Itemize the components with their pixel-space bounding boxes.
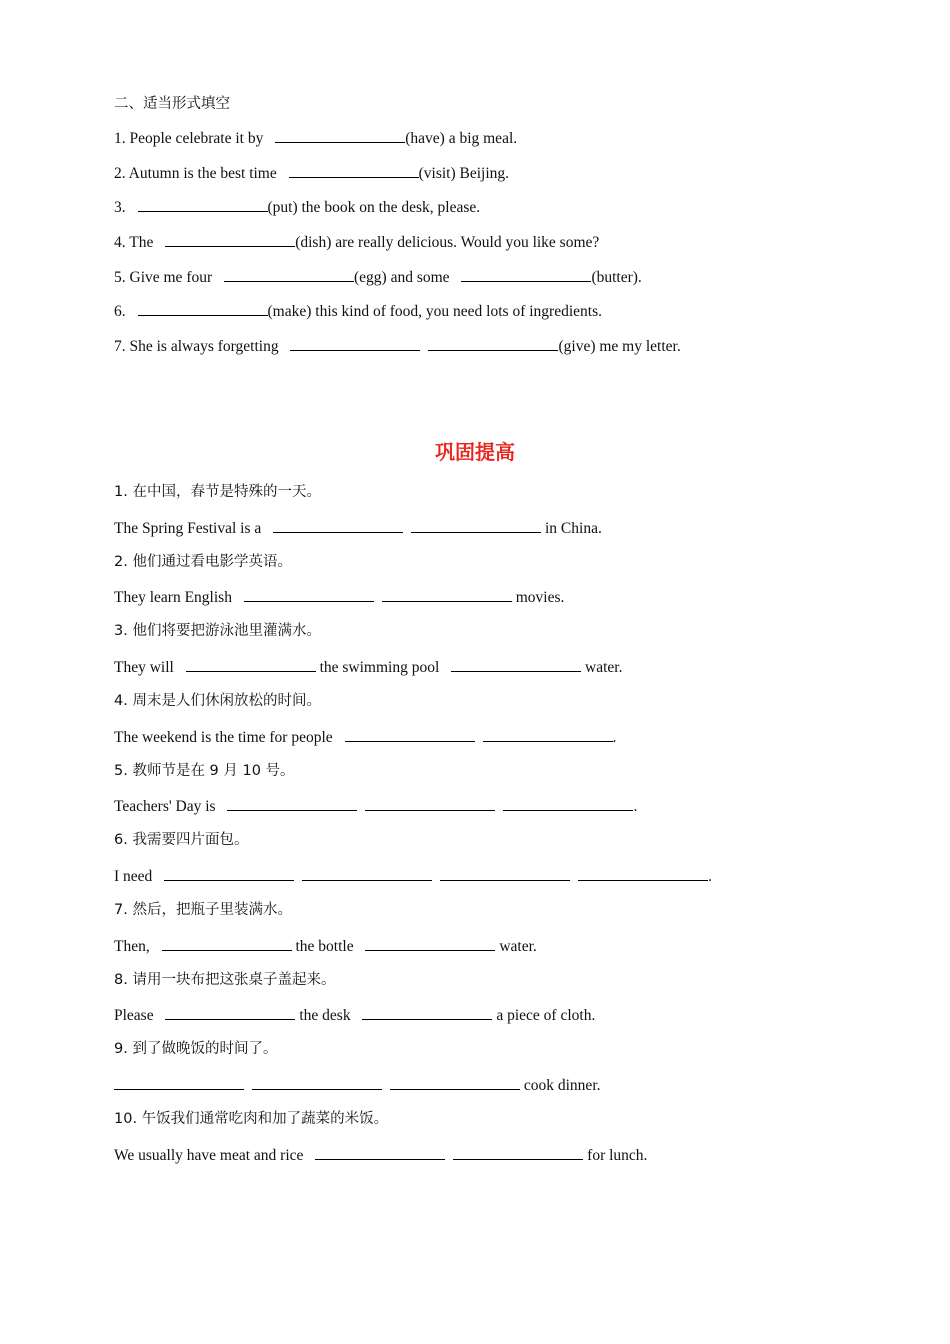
answer-blank[interactable] bbox=[252, 1075, 382, 1090]
answer-blank[interactable] bbox=[578, 866, 708, 881]
exercise-text: water. bbox=[495, 938, 537, 955]
exercise-text: They learn English bbox=[114, 589, 236, 606]
exercise-text: 4. The bbox=[114, 234, 158, 251]
exercise-text: . bbox=[708, 868, 713, 885]
chinese-prompt: 1. 在中国，春节是特殊的一天。 bbox=[114, 484, 321, 500]
answer-blank[interactable] bbox=[440, 866, 570, 881]
translation-4 bbox=[114, 727, 616, 748]
section-heading: 二、适当形式填空 bbox=[114, 96, 230, 112]
chinese-prompt: 2. 他们通过看电影学英语。 bbox=[114, 554, 292, 570]
answer-blank[interactable] bbox=[428, 336, 558, 351]
exercise-text: They will bbox=[114, 659, 178, 676]
exercise-text: 7. She is always forgetting bbox=[114, 338, 283, 355]
exercise-text: cook dinner. bbox=[520, 1077, 601, 1094]
exercise-text: (egg) and some bbox=[354, 269, 454, 286]
translation-10 bbox=[114, 1145, 647, 1166]
exercise-text: The weekend is the time for people bbox=[114, 729, 337, 746]
exercise-text: (have) a big meal. bbox=[405, 130, 518, 147]
exercise-7 bbox=[114, 336, 681, 357]
answer-blank[interactable] bbox=[186, 657, 316, 672]
answer-blank[interactable] bbox=[275, 128, 405, 143]
exercise-text: Please bbox=[114, 1007, 158, 1024]
answer-blank[interactable] bbox=[138, 301, 268, 316]
exercise-5 bbox=[114, 267, 642, 288]
exercise-text: (make) this kind of food, you need lots of ingredients. bbox=[267, 303, 602, 320]
exercise-text: Then, bbox=[114, 938, 154, 955]
exercise-text: for lunch. bbox=[583, 1147, 648, 1164]
answer-blank[interactable] bbox=[224, 267, 354, 282]
answer-blank[interactable] bbox=[244, 587, 374, 602]
exercise-text: I need bbox=[114, 868, 157, 885]
answer-blank[interactable] bbox=[453, 1145, 583, 1160]
exercise-text: . bbox=[612, 729, 617, 746]
translation-7 bbox=[114, 936, 537, 957]
exercise-text: Teachers' Day is bbox=[114, 798, 220, 815]
chinese-prompt: 10. 午饭我们通常吃肉和加了蔬菜的米饭。 bbox=[114, 1111, 389, 1127]
exercise-text: 5. Give me four bbox=[114, 269, 217, 286]
answer-blank[interactable] bbox=[503, 796, 633, 811]
chinese-prompt: 5. 教师节是在 9 月 10 号。 bbox=[114, 763, 295, 779]
exercise-text: 2. Autumn is the best time bbox=[114, 165, 281, 182]
exercise-4 bbox=[114, 232, 599, 253]
answer-blank[interactable] bbox=[289, 163, 419, 178]
translation-3 bbox=[114, 657, 623, 678]
exercise-text: the desk bbox=[295, 1007, 355, 1024]
exercise-text: (put) the book on the desk, please. bbox=[267, 199, 481, 216]
exercise-text: the swimming pool bbox=[315, 659, 444, 676]
answer-blank[interactable] bbox=[362, 1005, 492, 1020]
chinese-prompt: 4. 周末是人们休闲放松的时间。 bbox=[114, 693, 321, 709]
answer-blank[interactable] bbox=[483, 727, 613, 742]
translation-9 bbox=[114, 1075, 601, 1096]
answer-blank[interactable] bbox=[365, 796, 495, 811]
answer-blank[interactable] bbox=[382, 587, 512, 602]
exercise-2 bbox=[114, 163, 509, 184]
answer-blank[interactable] bbox=[227, 796, 357, 811]
answer-blank[interactable] bbox=[162, 936, 292, 951]
answer-blank[interactable] bbox=[345, 727, 475, 742]
exercise-6 bbox=[114, 301, 602, 322]
answer-blank[interactable] bbox=[165, 1005, 295, 1020]
exercise-text: (dish) are really delicious. Would you like some? bbox=[295, 234, 600, 251]
chinese-prompt: 8. 请用一块布把这张桌子盖起来。 bbox=[114, 972, 336, 988]
chinese-prompt: 6. 我需要四片面包。 bbox=[114, 832, 249, 848]
answer-blank[interactable] bbox=[290, 336, 420, 351]
exercise-text: We usually have meat and rice bbox=[114, 1147, 308, 1164]
chinese-prompt: 9. 到了做晚饭的时间了。 bbox=[114, 1041, 278, 1057]
exercise-text: the bottle bbox=[291, 938, 358, 955]
translation-2 bbox=[114, 587, 564, 608]
answer-blank[interactable] bbox=[315, 1145, 445, 1160]
answer-blank[interactable] bbox=[411, 518, 541, 533]
answer-blank[interactable] bbox=[365, 936, 495, 951]
answer-blank[interactable] bbox=[164, 866, 294, 881]
exercise-text: 3. bbox=[114, 199, 130, 216]
answer-blank[interactable] bbox=[302, 866, 432, 881]
answer-blank[interactable] bbox=[273, 518, 403, 533]
answer-blank[interactable] bbox=[461, 267, 591, 282]
section-title: 巩固提高 bbox=[435, 440, 515, 464]
exercise-text: The Spring Festival is a bbox=[114, 520, 266, 537]
exercise-text: water. bbox=[581, 659, 623, 676]
chinese-prompt: 7. 然后，把瓶子里装满水。 bbox=[114, 902, 292, 918]
answer-blank[interactable] bbox=[451, 657, 581, 672]
exercise-text: . bbox=[633, 798, 638, 815]
answer-blank[interactable] bbox=[390, 1075, 520, 1090]
answer-blank[interactable] bbox=[165, 232, 295, 247]
exercise-text: a piece of cloth. bbox=[492, 1007, 596, 1024]
translation-1 bbox=[114, 518, 602, 539]
translation-5 bbox=[114, 796, 637, 817]
exercise-text: in China. bbox=[541, 520, 602, 537]
exercise-text: (butter). bbox=[591, 269, 642, 286]
exercise-1 bbox=[114, 128, 517, 149]
answer-blank[interactable] bbox=[114, 1075, 244, 1090]
chinese-prompt: 3. 他们将要把游泳池里灌满水。 bbox=[114, 623, 321, 639]
exercise-3 bbox=[114, 197, 480, 218]
answer-blank[interactable] bbox=[138, 197, 268, 212]
exercise-text: 6. bbox=[114, 303, 130, 320]
translation-6 bbox=[114, 866, 712, 887]
exercise-text: movies. bbox=[511, 589, 565, 606]
exercise-text: 1. People celebrate it by bbox=[114, 130, 268, 147]
exercise-text: (give) me my letter. bbox=[558, 338, 681, 355]
exercise-text: (visit) Beijing. bbox=[418, 165, 510, 182]
translation-8 bbox=[114, 1005, 595, 1026]
